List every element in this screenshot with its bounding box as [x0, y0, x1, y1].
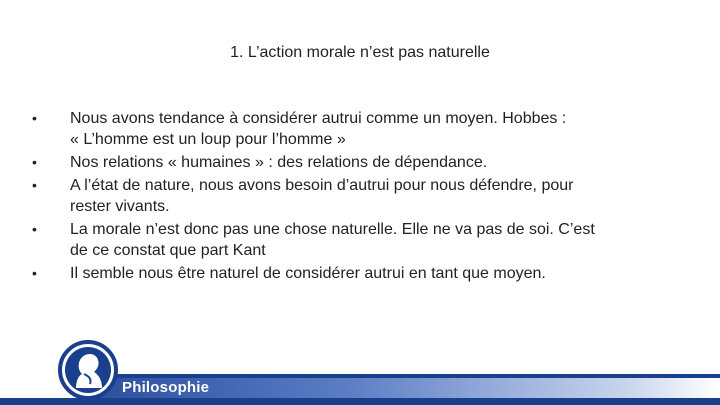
bullet-icon: • [32, 177, 37, 193]
list-item [30, 219, 690, 261]
bullet-line: « L’homme est un loup pour l’homme » [70, 131, 346, 148]
footer-label: Philosophie [122, 379, 210, 396]
bullet-line: rester vivants. [70, 198, 170, 215]
thinker-silhouette-icon [58, 340, 118, 400]
list-item [30, 108, 690, 150]
bullet-icon: • [32, 221, 37, 237]
list-item [30, 152, 690, 173]
bullet-list [30, 108, 690, 286]
footer-divider [90, 374, 720, 378]
bullet-line: de ce constat que part Kant [70, 242, 266, 259]
bullet-icon: • [32, 110, 37, 126]
bullet-line: A l’état de nature, nous avons besoin d’autrui pour nous défendre, pour [70, 177, 574, 194]
list-item [30, 175, 690, 217]
slide-title: 1. L’action morale n’est pas naturelle [230, 44, 490, 61]
bullet-line: La morale n’est donc pas une chose naturelle. Elle ne va pas de soi. C’est [70, 221, 595, 238]
bullet-icon: • [32, 265, 37, 281]
bullet-line: Nos relations « humaines » : des relations de dépendance. [70, 154, 488, 171]
list-item [30, 263, 690, 284]
bullet-line: Il semble nous être naturel de considérer autrui en tant que moyen. [70, 265, 546, 282]
bullet-line: Nous avons tendance à considérer autrui comme un moyen. Hobbes : [70, 110, 567, 127]
bullet-icon: • [32, 154, 37, 170]
